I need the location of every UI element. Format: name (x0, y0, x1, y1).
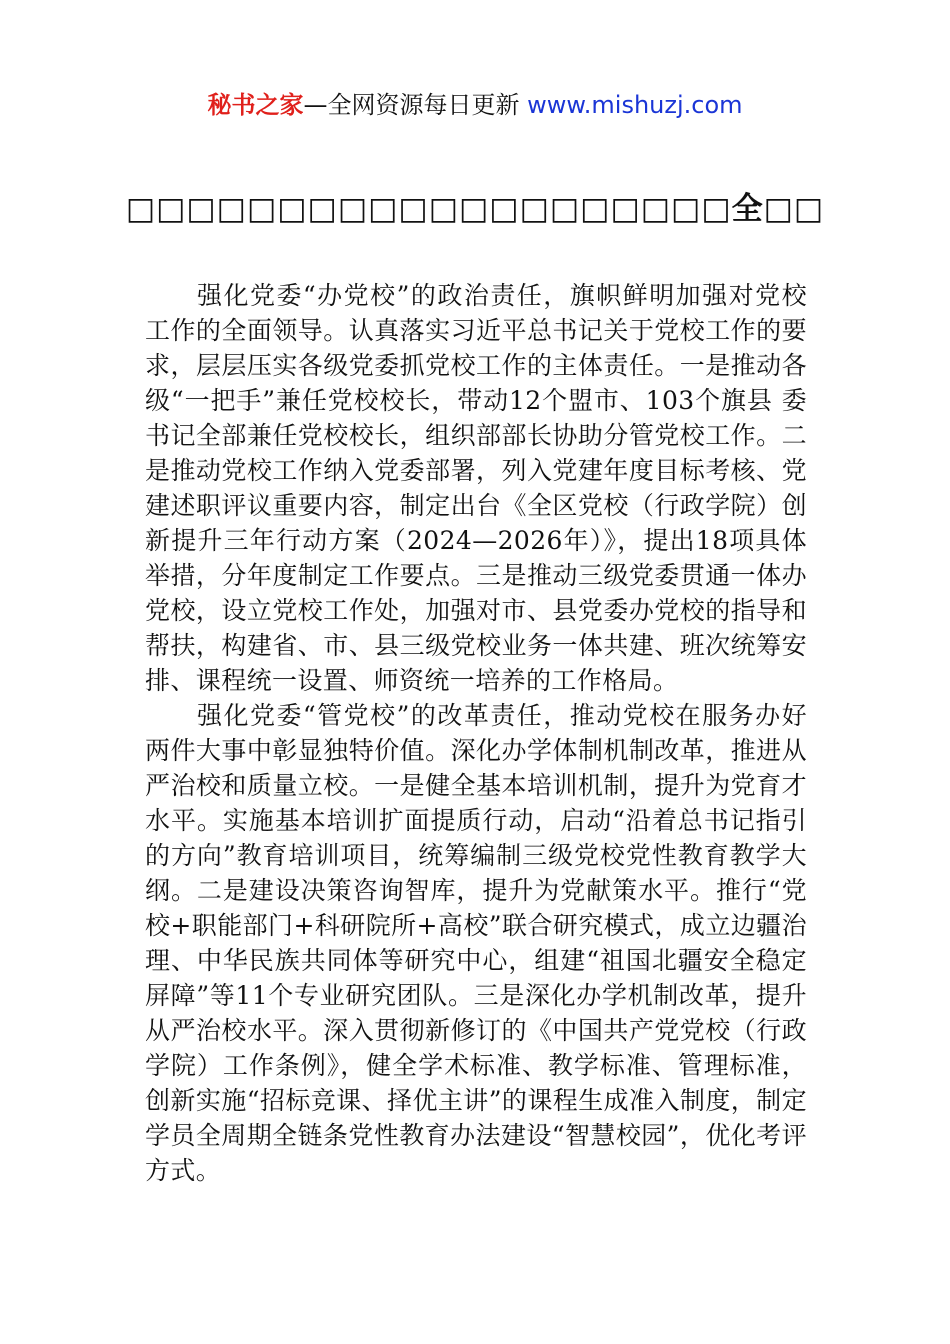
document-body (145, 278, 807, 1188)
site-header (0, 88, 950, 122)
site-tagline: —全网资源每日更新 (303, 91, 520, 119)
body-paragraph-1: 强化党委“办党校”的政治责任，旗帜鲜明加强对党校工作的全面领导。认真落实习近平总书记关于党校工作的要求，层层压实各级党委抓党校工作的主体责任。一是推动各级“一把手”兼任党校校长，带动12个盟市、103个旗县 委书记全部兼任党校校长，组织部部长协助分管党校工作。二是推动党校工作纳入党委部署，列入党建年度目标考核、党建述职评议重要内容，制定出台《全区党校（行政学院）创新提升三年行动方案（2024—2026年）》，提出18项具体举措，分年度制定工作要点。三是推动三级党委贯通一体办党校，设立党校工作处，加强对市、县党委办党校的指导和帮扶，构建省、市、县三级党校业务一体共建、班次统筹安排、课程统一设置、师资统一培养的工作格局。 (145, 281, 807, 695)
site-url-link[interactable]: www.mishuzj.com (527, 91, 743, 119)
body-paragraph-2: 强化党委“管党校”的改革责任，推动党校在服务办好两件大事中彰显独特价值。深化办学体制机制改革，推进从严治校和质量立校。一是健全基本培训机制，提升为党育才水平。实施基本培训扩面提质行动，启动“沿着总书记指引的方向”教育培训项目，统筹编制三级党校党性教育教学大纲。二是建设决策咨询智库，提升为党献策水平。推行“党校+职能部门+科研院所+高校”联合研究模式，成立边疆治理、中华民族共同体等研究中心，组建“祖国北疆安全稳定屏障”等11个专业研究团队。三是深化办学机制改革，提升从严治校水平。深入贯彻新修订的《中国共产党党校（行政学院）工作条例》，健全学术标准、教学标准、管理标准，创新实施“招标竞课、择优主讲”的课程生成准入制度，制定学员全周期全链条党性教育办法建设“智慧校园”，优化考评方式。 (145, 701, 807, 1185)
document-title: □□□□□□□□□□□□□□□□□□□□全□□ (125, 191, 825, 227)
site-brand: 秘书之家 (207, 91, 304, 119)
